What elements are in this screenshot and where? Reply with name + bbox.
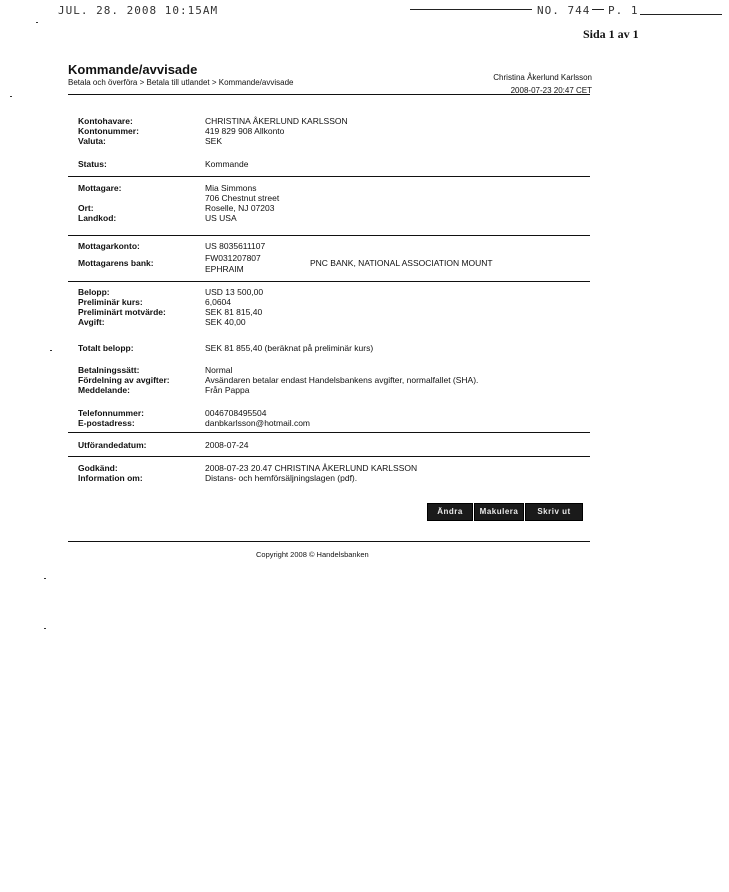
scan-speck (10, 96, 12, 97)
print-button[interactable]: Skriv ut (525, 503, 583, 521)
fee-distribution-value: Avsändaren betalar endast Handelsbankens avgifter, normalfallet (SHA). (205, 375, 479, 385)
fax-number: NO. 744 (537, 4, 591, 17)
scan-speck (44, 628, 46, 629)
recipient-country: US USA (205, 213, 237, 223)
total-value: SEK 81 855,40 (beräknat på preliminär kurs) (205, 343, 374, 353)
approved-label: Godkänd: (78, 463, 118, 473)
recipient-account-value: US 8035611107 (205, 241, 266, 251)
approval-values (205, 463, 417, 483)
header-rule (68, 94, 590, 95)
amount-labels (78, 287, 166, 327)
section-rule (68, 432, 590, 433)
fax-datetime: JUL. 28. 2008 10:15AM (58, 4, 219, 17)
contact-values (205, 408, 310, 428)
status-label: Status: (78, 159, 107, 169)
city-label: Ort: (78, 203, 94, 213)
message-value: Från Pappa (205, 385, 250, 395)
section-rule (68, 176, 590, 177)
account-number-value: 419 829 908 Allkonto (205, 126, 285, 136)
fee-distribution-label: Fördelning av avgifter: (78, 375, 170, 385)
fax-divider (592, 9, 604, 10)
payment-method-label: Betalningssätt: (78, 365, 140, 375)
status-value: Kommande (205, 159, 249, 169)
user-name: Christina Åkerlund Karlsson (493, 73, 592, 82)
recipient-label: Mottagare: (78, 183, 122, 193)
amount-value: USD 13 500,00 (205, 287, 264, 297)
amount-values (205, 287, 263, 327)
change-button[interactable]: Ändra (427, 503, 473, 521)
contact-labels (78, 408, 144, 428)
phone-value: 0046708495504 (205, 408, 267, 418)
scan-speck (36, 22, 38, 23)
page-indicator: Sida 1 av 1 (583, 27, 639, 41)
fax-divider (640, 14, 722, 15)
rate-label: Preliminär kurs: (78, 297, 143, 307)
scan-speck (50, 350, 52, 351)
recipient-values (205, 183, 279, 223)
recipient-bank-name: PNC BANK, NATIONAL ASSOCIATION MOUNT (310, 258, 493, 268)
breadcrumb[interactable]: Betala och överföra > Betala till utlandet > Kommande/avvisade (68, 78, 294, 87)
information-label: Information om: (78, 473, 143, 483)
section-rule (68, 456, 590, 457)
recipient-name: Mia Simmons (205, 183, 257, 193)
recipient-bank-name-cont: EPHRAIM (205, 264, 244, 274)
approved-value: 2008-07-23 20.47 CHRISTINA ÅKERLUND KARLSSON (205, 463, 418, 473)
recipient-bank-bic: FW031207807 (205, 253, 261, 263)
recipient-city: Roselle, NJ 07203 (205, 203, 275, 213)
phone-label: Telefonnummer: (78, 408, 144, 418)
copyright: Copyright 2008 © Handelsbanken (256, 550, 369, 559)
information-link[interactable]: Distans- och hemförsäljningslagen (pdf). (205, 473, 358, 483)
amount-label: Belopp: (78, 287, 110, 297)
section-rule (68, 281, 590, 282)
recipient-bank-label: Mottagarens bank: (78, 258, 154, 268)
footer-rule (68, 541, 590, 542)
account-holder-value: CHRISTINA ÅKERLUND KARLSSON (205, 116, 348, 126)
email-value[interactable]: danbkarlsson@hotmail.com (205, 418, 311, 428)
account-values (205, 116, 348, 146)
country-code-label: Landkod: (78, 213, 117, 223)
equivalent-value: SEK 81 815,40 (205, 307, 263, 317)
currency-value: SEK (205, 136, 223, 146)
currency-label: Valuta: (78, 136, 106, 146)
fee-value: SEK 40,00 (205, 317, 246, 327)
payment-labels (78, 365, 170, 395)
rate-value: 6,0604 (205, 297, 231, 307)
fee-label: Avgift: (78, 317, 105, 327)
recipient-street: 706 Chestnut street (205, 193, 280, 203)
execution-date-value: 2008-07-24 (205, 440, 249, 450)
account-labels (78, 116, 139, 146)
section-rule (68, 235, 590, 236)
payment-method-value: Normal (205, 365, 233, 375)
fax-page: P. 1 (608, 4, 639, 17)
page-title: Kommande/avvisade (68, 62, 198, 77)
fax-divider (410, 9, 532, 10)
recipient-account-label: Mottagarkonto: (78, 241, 140, 251)
timestamp: 2008-07-23 20:47 CET (510, 86, 592, 95)
account-holder-label: Kontohavare: (78, 116, 133, 126)
account-number-label: Kontonummer: (78, 126, 139, 136)
total-label: Totalt belopp: (78, 343, 134, 353)
payment-values (205, 365, 478, 395)
cancel-payment-button[interactable]: Makulera (474, 503, 524, 521)
email-label: E-postadress: (78, 418, 135, 428)
message-label: Meddelande: (78, 385, 130, 395)
approval-labels (78, 463, 143, 483)
execution-date-label: Utförandedatum: (78, 440, 147, 450)
equivalent-label: Preliminärt motvärde: (78, 307, 166, 317)
scan-speck (44, 578, 46, 579)
